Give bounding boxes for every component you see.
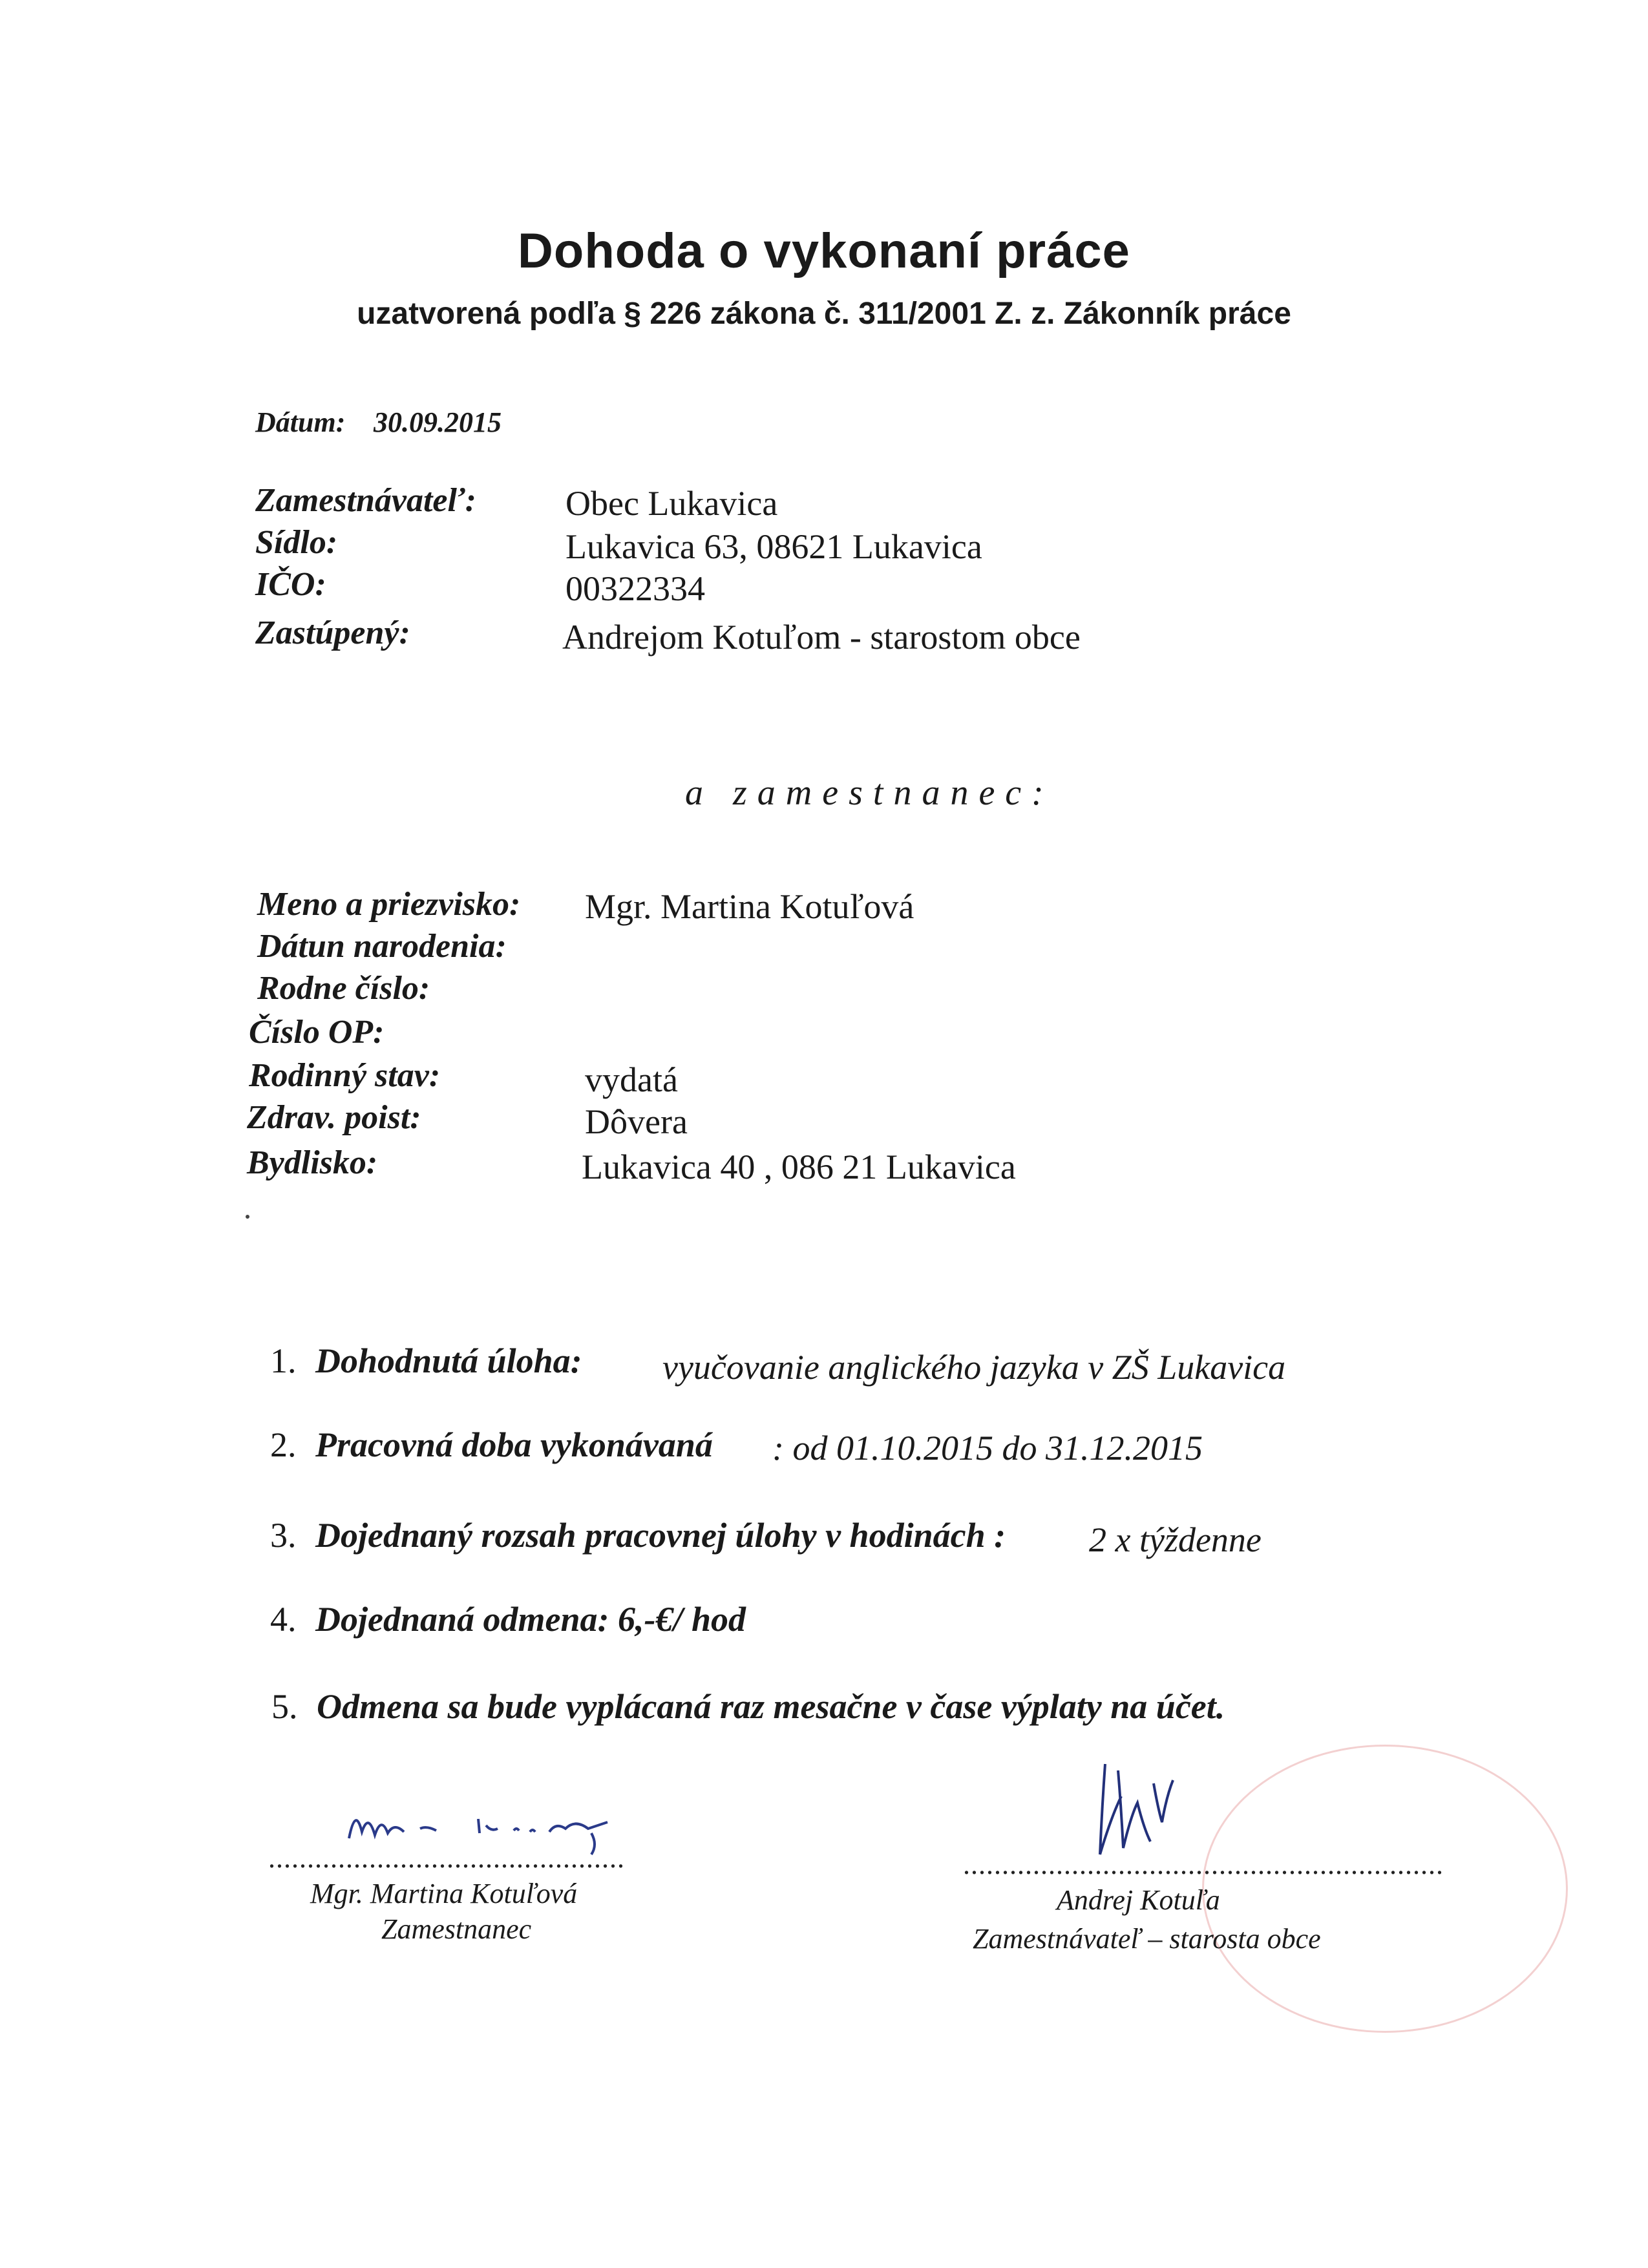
ico-label: IČO: [255,566,326,603]
term-4 [270,1599,746,1639]
employee-signature-name: Mgr. Martina Kotuľová [310,1878,578,1909]
term-1 [270,1341,582,1381]
address-value: Lukavica 40 , 086 21 Lukavica [582,1148,1016,1186]
date-label: Dátum: [255,406,346,438]
term-5 [271,1686,1225,1727]
term-3 [270,1515,1006,1555]
address-label: Bydlisko: [247,1144,378,1181]
official-stamp [1202,1745,1568,2033]
personal-number-label: Rodne číslo: [257,970,430,1007]
name-label: Meno a priezvisko: [257,886,521,923]
represented-label: Zastúpený: [255,614,410,651]
seat-value: Lukavica 63, 08621 Lukavica [565,527,982,566]
id-card-label: Číslo OP: [249,1014,385,1051]
insurance-value: Dôvera [585,1102,688,1141]
term-2-label: Pracovná doba vykonávaná [315,1425,713,1464]
ico-value: 00322334 [565,569,705,608]
employee-signature-role: Zamestnanec [381,1913,532,1945]
and-employee-heading: a zamestnanec: [685,773,1054,813]
term-4-label: Dojednaná odmena: 6,-€/ hod [315,1600,746,1639]
term-1-number: 1. [270,1341,297,1380]
employer-label: Zamestnávateľ: [255,482,476,519]
term-3-value: 2 x týždenne [1089,1520,1262,1559]
insurance-label: Zdrav. poist: [247,1099,421,1136]
term-5-number: 5. [271,1687,298,1726]
represented-value: Andrejom Kotuľom - starostom obce [562,618,1081,656]
marital-status-label: Rodinný stav: [249,1057,441,1094]
term-3-label: Dojednaný rozsah pracovnej úlohy v hodinách : [315,1516,1006,1555]
employer-signature-role: Zamestnávateľ – starosta obce [973,1923,1321,1955]
term-1-value: vyučovanie anglického jazyka v ZŠ Lukavica [662,1348,1286,1387]
employer-signature-line: .............................................................. [963,1849,1444,1880]
name-value: Mgr. Martina Kotuľová [585,887,914,926]
term-3-number: 3. [270,1516,297,1555]
scan-speck [246,1215,249,1219]
birth-date-label: Dátun narodenia: [257,928,507,965]
employer-value: Obec Lukavica [565,484,778,523]
employee-signature-line: .............................................. [268,1842,625,1874]
seat-label: Sídlo: [255,524,338,561]
employer-signature-name: Andrej Kotuľa [1057,1884,1220,1916]
term-2 [270,1425,713,1465]
term-2-value: : od 01.10.2015 do 31.12.2015 [772,1429,1203,1467]
marital-status-value: vydatá [585,1060,678,1099]
date-value: 30.09.2015 [374,406,502,438]
term-2-number: 2. [270,1425,297,1464]
term-5-label: Odmena sa bude vyplácaná raz mesačne v čase výplaty na účet. [317,1687,1225,1726]
document-title: Dohoda o vykonaní práce [518,224,1130,278]
term-1-label: Dohodnutá úloha: [315,1341,582,1380]
term-4-number: 4. [270,1600,297,1639]
document-subtitle: uzatvorená podľa § 226 zákona č. 311/2001 Z. z. Zákonník práce [357,297,1291,331]
